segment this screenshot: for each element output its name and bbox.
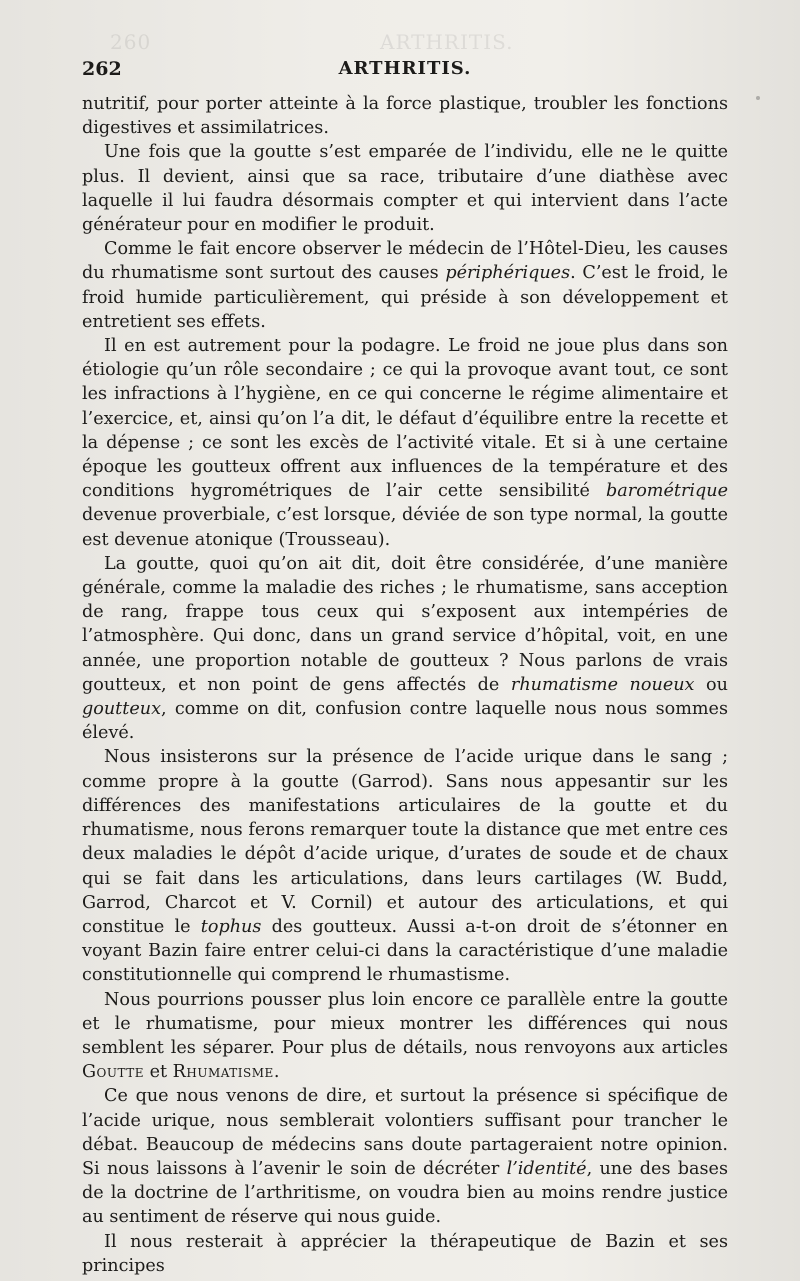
paragraph xyxy=(82,334,728,552)
text-run: Comme le fait encore observer le médecin de l’Hôtel-Dieu, les causes du rhumatisme sont surtout des causes xyxy=(82,239,728,284)
article-reference: Goutte xyxy=(82,1062,144,1083)
text-run: , une des bases de la doctrine de l’arthritisme, on voudra bien au moins rendre justice au sentiment de réserve qui nous guide. xyxy=(82,1158,728,1228)
text-run: Ce que nous venons de dire, et surtout la présence si spécifique de l’acide urique, nous semblerait volontiers suffisant pour trancher le débat. Beaucoup de médecins sans doute partageraient notre opinion. Si nous laissons à l’avenir le soin de décréter xyxy=(82,1086,728,1179)
article-reference: Rhumatisme xyxy=(172,1062,274,1083)
text-run: ou xyxy=(694,674,728,695)
paragraph xyxy=(82,1084,728,1229)
paragraph xyxy=(82,988,728,1085)
text-run: nutritif, pour porter atteinte à la force plastique, troubler les fonctions digestives et assimilatrices. xyxy=(82,94,728,139)
paragraph xyxy=(82,552,728,746)
text-run: des goutteux. Aussi a-t-on droit de s’étonner en voyant Bazin faire entrer celui-ci dans la caractéristique d’une maladie constitutionnelle qui comprend le rhumastisme. xyxy=(82,916,728,986)
italic-term: l’identité xyxy=(506,1158,587,1179)
italic-term: goutteux xyxy=(82,699,161,720)
italic-term: tophus xyxy=(200,916,262,937)
text-run: Une fois que la goutte s’est emparée de l’individu, elle ne le quitte plus. Il devient, ainsi que sa race, tributaire d’une diathèse avec laquelle il lui faudra désormais compter et qui intervient dans l’acte générateur pour en modifier le produit. xyxy=(82,142,728,236)
bleed-through-running-head: ARTHRITIS. xyxy=(380,30,514,54)
paragraph xyxy=(82,140,728,237)
text-run: . xyxy=(273,1062,280,1083)
page-number: 262 xyxy=(82,58,122,80)
body-text xyxy=(82,92,728,1278)
text-run: Il nous resterait à apprécier la thérapeutique de Bazin et ses principes xyxy=(82,1231,728,1276)
italic-term: barométrique xyxy=(606,481,728,502)
paragraph xyxy=(82,237,728,334)
running-head: ARTHRITIS. xyxy=(338,58,472,79)
paragraph xyxy=(82,92,728,140)
page-header xyxy=(82,58,728,84)
paragraph xyxy=(82,1230,728,1278)
text-run: Il en est autrement pour la podagre. Le froid ne joue plus dans son étiologie qu’un rôle secondaire ; ce qui la provoque avant tout, ce sont les infractions à l’hygiène, en ce qui concerne le régime alimentaire et l’exercice, et, ainsi qu’on l’a dit, le défaut d’équilibre entre la recette et la dépense ; ce sont les excès de l’activité vitale. Et si à une certaine époque les goutteux offrent aux influences de la température et des conditions hygrométriques de l’air cette sensibilité xyxy=(82,336,728,502)
italic-term: rhumatisme noueux xyxy=(510,674,695,695)
paragraph xyxy=(82,745,728,987)
text-run: . C’est le froid, le froid humide particulièrement, qui préside à son développement et entretient ses effets. xyxy=(82,263,728,332)
text-run: et xyxy=(144,1062,173,1083)
italic-term: périphériques xyxy=(445,263,571,284)
paper-speck xyxy=(756,96,760,100)
text-run: devenue proverbiale, c’est lorsque, déviée de son type normal, la goutte est devenue atonique (Trousseau). xyxy=(82,505,728,550)
text-run: Nous insisterons sur la présence de l’acide urique dans le sang ; comme propre à la goutte (Garrod). Sans nous appesantir sur les différences des manifestations articulaires de la goutte et du rhumatisme, nous ferons remarquer toute la distance que met entre ces deux maladies le dépôt d’acide urique, d’urates de soude et de chaux qui se fait dans les articulations, dans leurs cartilages (W. Budd, Garrod, Charcot et V. Cornil) et autour des articulations, et qui constitue le xyxy=(82,747,728,937)
text-run: , comme on dit, confusion contre laquelle nous nous sommes élevé. xyxy=(82,699,728,744)
text-run: La goutte, quoi qu’on ait dit, doit être considérée, d’une manière générale, comme la maladie des riches ; le rhumatisme, sans acception de rang, frappe tous ceux qui s’exposent aux intempéries de l’atmosphère. Qui donc, dans un grand service d’hôpital, voit, en une année, une proportion notable de goutteux ? Nous parlons de vrais goutteux, et non point de gens affectés de xyxy=(82,553,728,695)
text-run: Nous pourrions pousser plus loin encore ce parallèle entre la goutte et le rhumatisme, pour mieux montrer les différences qui nous semblent les séparer. Pour plus de détails, nous renvoyons aux articles xyxy=(82,989,728,1058)
bleed-through-page-number: 260 xyxy=(110,30,152,54)
